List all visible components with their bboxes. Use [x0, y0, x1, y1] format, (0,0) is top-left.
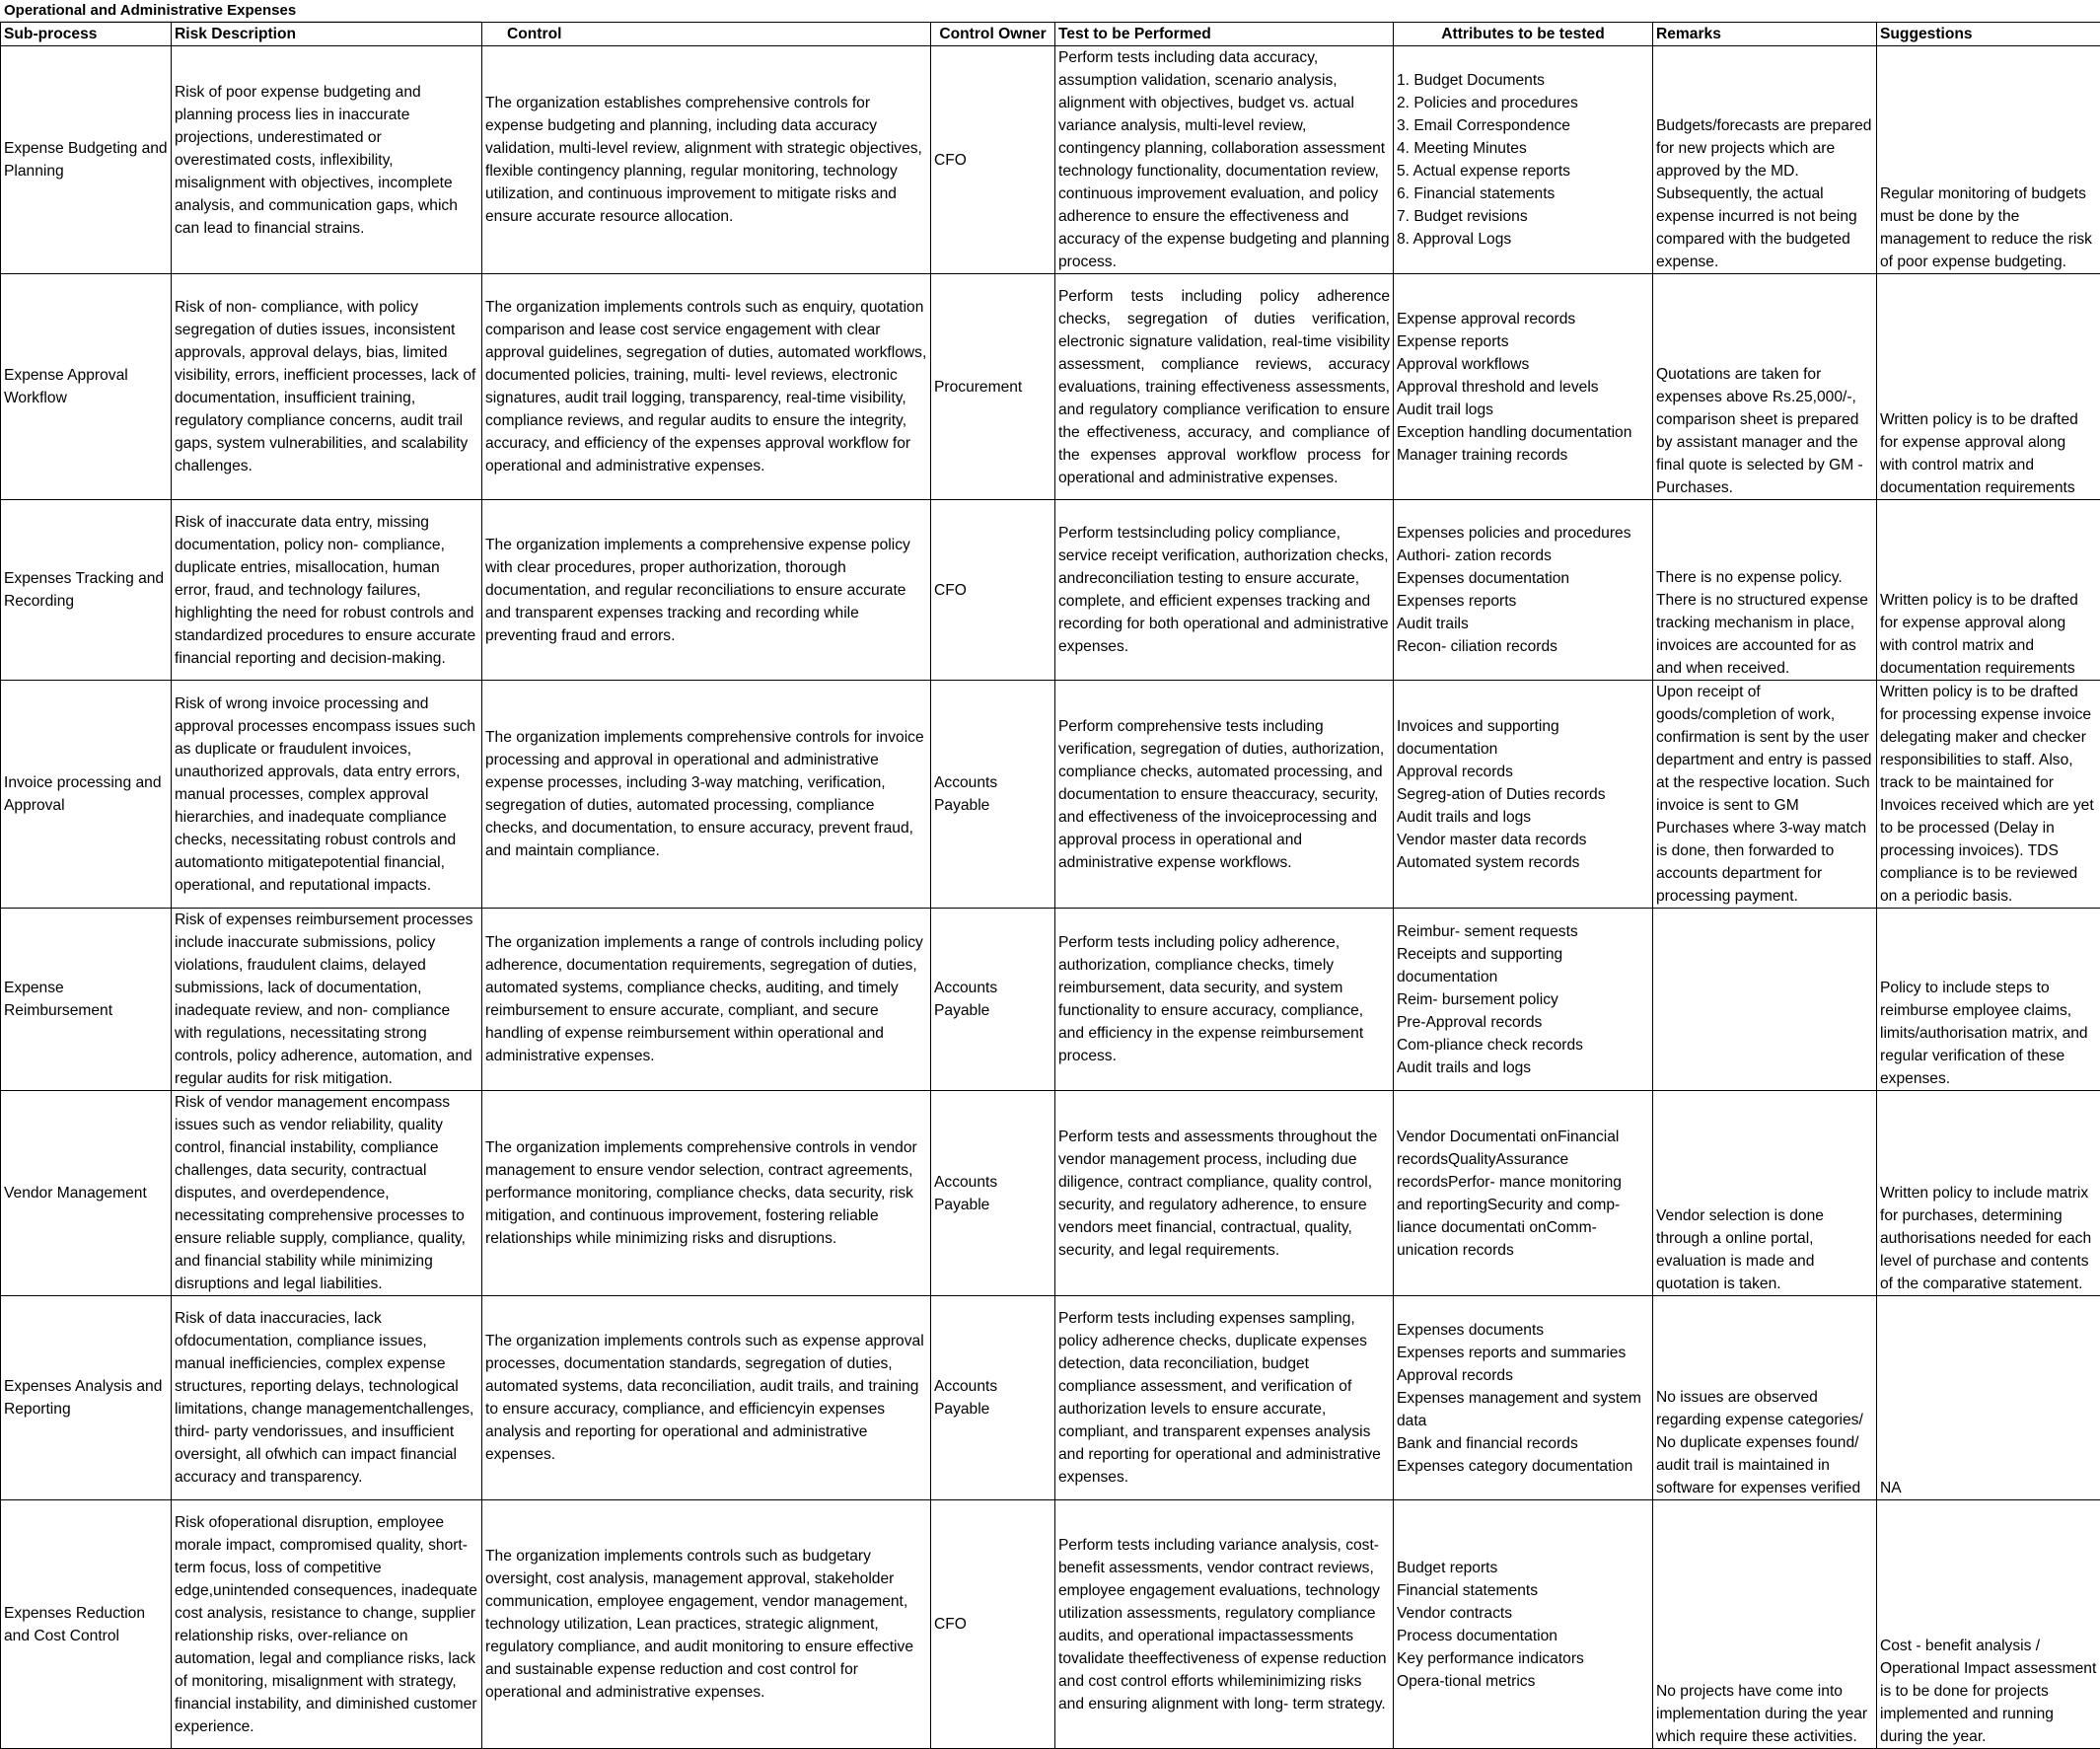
cell-remarks[interactable]: Upon receipt of goods/completion of work, confirmation is sent by the user department and entry is passed at the respective location. Such invoice is sent to GM Purchases where 3-way match is done, then forwarded to accounts department for processing payment. — [1653, 681, 1877, 909]
table-row — [1, 681, 2100, 909]
cell-test-to-perform[interactable]: Perform tests including policy adherence, authorization, compliance checks, timely reimbursement, data security, and system functionality to ensure accuracy, compliance, and efficiency in the expense reimbursement process. — [1055, 909, 1394, 1091]
cell-attributes[interactable] — [1394, 909, 1653, 1091]
cell-subprocess[interactable]: Expense Budgeting and Planning — [1, 46, 172, 274]
attribute-item: Expenses documents — [1397, 1319, 1649, 1342]
attribute-item: Audit trail logs — [1397, 399, 1649, 421]
cell-remarks[interactable]: No projects have come into implementation during the year which require these activities. — [1653, 1500, 1877, 1749]
attribute-item: Approval records — [1397, 761, 1649, 783]
attribute-item: 8. Approval Logs — [1397, 228, 1649, 251]
attribute-item: Reim- bursement policy — [1397, 988, 1649, 1011]
attribute-item: Expenses management and system data — [1397, 1387, 1649, 1432]
cell-remarks[interactable]: There is no expense policy. There is no structured expense tracking mechanism in place, invoices are accounted for as and when received. — [1653, 500, 1877, 681]
header-test[interactable]: Test to be Performed — [1055, 23, 1394, 46]
attribute-item: Recon- ciliation records — [1397, 635, 1649, 658]
cell-control-owner[interactable]: Accounts Payable — [931, 1296, 1055, 1500]
attribute-item: Process documentation — [1397, 1625, 1649, 1647]
attribute-item: Receipts and supporting documentation — [1397, 943, 1649, 988]
cell-attributes[interactable] — [1394, 681, 1653, 909]
cell-risk-description[interactable]: Risk of poor expense budgeting and planning process lies in inaccurate projections, underestimated or overestimated costs, inflexibility, misalignment with objectives, incomplete analysis, and communication gaps, which can lead to financial strains. — [172, 46, 482, 274]
table-row — [1, 909, 2100, 1091]
cell-remarks[interactable]: Vendor selection is done through a online portal, evaluation is made and quotation is taken. — [1653, 1091, 1877, 1296]
attribute-item: Exception handling documentation — [1397, 421, 1649, 444]
attribute-item: Bank and financial records — [1397, 1432, 1649, 1455]
cell-remarks[interactable]: No issues are observed regarding expense categories/ No duplicate expenses found/ audit trail is maintained in software for expenses verified — [1653, 1296, 1877, 1500]
cell-test-to-perform[interactable]: Perform tests including policy adherence checks, segregation of duties verification, electronic signature validation, real-time visibility assessment, compliance reviews, accuracy evaluations, training effectiveness assessments, and regulatory compliance verification to ensure the effectiveness, accuracy, and compliance of the expenses approval workflow process for operational and administrative expenses. — [1055, 274, 1394, 500]
attribute-item: 2. Policies and procedures — [1397, 92, 1649, 114]
cell-test-to-perform[interactable]: Perform tests and assessments throughout the vendor management process, including due diligence, contract compliance, quality control, security, and regulatory adherence, to ensure vendors meet financial, contractual, quality, security, and legal requirements. — [1055, 1091, 1394, 1296]
cell-risk-description[interactable]: Risk of non- compliance, with policy segregation of duties issues, inconsistent approvals, approval delays, bias, limited visibility, errors, inefficient processes, lack of documentation, insufficient training, regulatory compliance concerns, audit trail gaps, system vulnerabilities, and scalability challenges. — [172, 274, 482, 500]
attribute-item: Expenses category documentation — [1397, 1455, 1649, 1478]
attribute-item: 4. Meeting Minutes — [1397, 137, 1649, 160]
cell-control-owner[interactable]: Accounts Payable — [931, 1091, 1055, 1296]
attribute-item: 5. Actual expense reports — [1397, 160, 1649, 182]
cell-risk-description[interactable]: Risk of inaccurate data entry, missing documentation, policy non- compliance, duplicate entries, misallocation, human error, fraud, and technology failures, highlighting the need for robust controls and standardized procedures to ensure accurate financial reporting and decision-making. — [172, 500, 482, 681]
attribute-item: Approval records — [1397, 1364, 1649, 1387]
cell-risk-description[interactable]: Risk of wrong invoice processing and approval processes encompass issues such as duplicate or fraudulent invoices, unauthorized approvals, data entry errors, manual processes, complex approval hierarchies, and inadequate compliance checks, necessitating robust controls and automationto mitigatepotential financial, operational, and reputational impacts. — [172, 681, 482, 909]
cell-risk-description[interactable]: Risk of data inaccuracies, lack ofdocumentation, compliance issues, manual inefficiencies, complex expense structures, reporting delays, technological limitations, change managementchallenges, third- party vendorissues, and insufficient oversight, all ofwhich can impact financial accuracy and transparency. — [172, 1296, 482, 1500]
attribute-item: 3. Email Correspondence — [1397, 114, 1649, 137]
attribute-item: Key performance indicators — [1397, 1647, 1649, 1670]
sheet-title: Operational and Administrative Expenses — [0, 0, 481, 22]
cell-attributes[interactable] — [1394, 1091, 1653, 1296]
cell-control[interactable]: The organization implements a range of controls including policy adherence, documentation requirements, segregation of duties, automated systems, compliance checks, auditing, and timely reimbursement to ensure accurate, compliant, and secure handling of expense reimbursement within operational and administrative expenses. — [482, 909, 931, 1091]
attribute-item: Expenses documentation — [1397, 567, 1649, 590]
cell-subprocess[interactable]: Invoice processing and Approval — [1, 681, 172, 909]
cell-attributes[interactable] — [1394, 1296, 1653, 1500]
cell-suggestions[interactable]: Regular monitoring of budgets must be done by the management to reduce the risk of poor expense budgeting. — [1877, 46, 2100, 274]
table-row — [1, 274, 2100, 500]
cell-test-to-perform[interactable]: Perform comprehensive tests including verification, segregation of duties, authorization, compliance checks, automated processing, and documentation to ensure theaccuracy, security, and effectiveness of the invoiceprocessing and approval process in operational and administrative expense workflows. — [1055, 681, 1394, 909]
attribute-item: Reimbur- sement requests — [1397, 920, 1649, 943]
attribute-item: Financial statements — [1397, 1579, 1649, 1602]
attribute-item: Automated system records — [1397, 851, 1649, 874]
cell-subprocess[interactable]: Expenses Tracking and Recording — [1, 500, 172, 681]
attribute-item: 7. Budget revisions — [1397, 205, 1649, 228]
cell-control[interactable]: The organization implements controls such as budgetary oversight, cost analysis, management approval, stakeholder communication, employee engagement, vendor management, technology utilization, Lean practices, strategic alignment, regulatory compliance, and audit monitoring to ensure effective and sustainable expense reduction and cost control for operational and administrative expenses. — [482, 1500, 931, 1749]
cell-control-owner[interactable]: Accounts Payable — [931, 681, 1055, 909]
attribute-item: Vendor contracts — [1397, 1602, 1649, 1625]
attribute-item: Opera-tional metrics — [1397, 1670, 1649, 1693]
cell-remarks[interactable]: Quotations are taken for expenses above Rs.25,000/-, comparison sheet is prepared by assistant manager and the final quote is selected by GM - Purchases. — [1653, 274, 1877, 500]
cell-control-owner[interactable]: Accounts Payable — [931, 909, 1055, 1091]
cell-test-to-perform[interactable]: Perform testsincluding policy compliance, service receipt verification, authorization checks, andreconciliation testing to ensure accurate, complete, and efficient expenses tracking and recording for both operational and administrative expenses. — [1055, 500, 1394, 681]
header-remarks[interactable]: Remarks — [1653, 23, 1877, 46]
cell-control[interactable]: The organization implements controls such as enquiry, quotation comparison and lease cost service engagement with clear approval guidelines, segregation of duties, automated workflows, documented policies, training, multi- level reviews, electronic signatures, audit trail logging, transparency, real-time visibility, compliance reviews, and regular audits to ensure the integrity, accuracy, and efficiency of the expenses approval workflow for operational and administrative expenses. — [482, 274, 931, 500]
attribute-item: Expense approval records — [1397, 308, 1649, 330]
header-control-owner[interactable]: Control Owner — [931, 23, 1055, 46]
header-suggestions[interactable]: Suggestions — [1877, 23, 2100, 46]
table-row — [1, 46, 2100, 274]
table-row — [1, 1296, 2100, 1500]
cell-attributes[interactable] — [1394, 500, 1653, 681]
cell-control[interactable]: The organization implements a comprehensive expense policy with clear procedures, proper authorization, thorough documentation, and regular reconciliations to ensure accurate and transparent expenses tracking and recording while preventing fraud and errors. — [482, 500, 931, 681]
attribute-item: 6. Financial statements — [1397, 182, 1649, 205]
attribute-item: Approval workflows — [1397, 353, 1649, 376]
cell-control[interactable]: The organization implements controls such as expense approval processes, documentation standards, segregation of duties, automated systems, data reconciliation, audit trails, and training to ensure accuracy, compliance, and efficiencyin expenses analysis and reporting for operational and administrative expenses. — [482, 1296, 931, 1500]
cell-test-to-perform[interactable]: Perform tests including data accuracy, assumption validation, scenario analysis, alignment with objectives, budget vs. actual variance analysis, multi-level review, contingency planning, collaboration assessment technology functionality, documentation review, continuous improvement evaluation, and policy adherence to ensure the effectiveness and accuracy of the expense budgeting and planning process. — [1055, 46, 1394, 274]
table-row — [1, 500, 2100, 681]
cell-test-to-perform[interactable]: Perform tests including variance analysis, cost-benefit assessments, vendor contract reviews, employee engagement evaluations, technology utilization assessments, regulatory compliance audits, and operational impactassessments tovalidate theeffectiveness of expense reduction and cost control efforts whileminimizing risks and ensuring alignment with long- term strategy. — [1055, 1500, 1394, 1749]
cell-control-owner[interactable]: CFO — [931, 1500, 1055, 1749]
cell-risk-description[interactable]: Risk of expenses reimbursement processes include inaccurate submissions, policy violations, fraudulent claims, delayed submissions, lack of documentation, inadequate review, and non- compliance with regulations, necessitating strong controls, policy adherence, automation, and regular audits for risk mitigation. — [172, 909, 482, 1091]
cell-suggestions[interactable]: Written policy is to be drafted for expense approval along with control matrix and documentation requirements — [1877, 500, 2100, 681]
cell-attributes[interactable] — [1394, 274, 1653, 500]
attribute-item: Expenses reports — [1397, 590, 1649, 613]
cell-control[interactable]: The organization implements comprehensive controls in vendor management to ensure vendor selection, contract agreements, performance monitoring, compliance checks, data security, risk mitigation, and continuous improvement, fostering reliable relationships while minimizing risks and disruptions. — [482, 1091, 931, 1296]
attribute-item: Authori- zation records — [1397, 545, 1649, 567]
attribute-item: Expenses policies and procedures — [1397, 522, 1649, 545]
attribute-item: Manager training records — [1397, 444, 1649, 467]
attribute-item: Audit trails and logs — [1397, 806, 1649, 829]
attribute-item: Expense reports — [1397, 330, 1649, 353]
cell-subprocess[interactable]: Expense Approval Workflow — [1, 274, 172, 500]
table-row — [1, 1500, 2100, 1749]
attribute-item: Audit trails — [1397, 613, 1649, 635]
attribute-item: Segreg-ation of Duties records — [1397, 783, 1649, 806]
cell-suggestions[interactable]: NA — [1877, 1296, 2100, 1500]
attribute-item: 1. Budget Documents — [1397, 69, 1649, 92]
table-row — [1, 1091, 2100, 1296]
cell-risk-description[interactable]: Risk of vendor management encompass issues such as vendor reliability, quality control, financial instability, compliance challenges, data security, contractual disputes, and overdependence, necessitating comprehensive processes to ensure reliable supply, compliance, quality, and financial stability while minimizing disruptions and legal liabilities. — [172, 1091, 482, 1296]
cell-risk-description[interactable]: Risk ofoperational disruption, employee morale impact, compromised quality, short-term focus, loss of competitive edge,unintended consequences, inadequate cost analysis, resistance to change, supplier relationship risks, over-reliance on automation, legal and compliance risks, lack of monitoring, misalignment with strategy, financial instability, and diminished customer experience. — [172, 1500, 482, 1749]
cell-control-owner[interactable]: CFO — [931, 500, 1055, 681]
risk-control-table — [0, 22, 2100, 1749]
attribute-item: Expenses reports and summaries — [1397, 1342, 1649, 1364]
header-subprocess[interactable]: Sub-process — [1, 23, 172, 46]
attribute-item: Audit trails and logs — [1397, 1057, 1649, 1079]
attribute-item: Invoices and supporting documentation — [1397, 715, 1649, 761]
cell-subprocess[interactable]: Expenses Reduction and Cost Control — [1, 1500, 172, 1749]
cell-control[interactable]: The organization implements comprehensive controls for invoice processing and approval in operational and administrative expense processes, including 3-way matching, verification, segregation of duties, automated processing, compliance checks, and documentation, to ensure accuracy, prevent fraud, and maintain compliance. — [482, 681, 931, 909]
cell-subprocess[interactable]: Vendor Management — [1, 1091, 172, 1296]
header-control[interactable]: Control — [482, 23, 931, 46]
cell-control[interactable]: The organization establishes comprehensive controls for expense budgeting and planning, including data accuracy validation, multi-level review, alignment with strategic objectives, flexible contingency planning, regular monitoring, technology utilization, and continuous improvement to mitigate risks and ensure accurate resource allocation. — [482, 46, 931, 274]
header-risk-description[interactable]: Risk Description — [172, 23, 482, 46]
attribute-item: Budget reports — [1397, 1557, 1649, 1579]
cell-suggestions[interactable]: Written policy is to be drafted for processing expense invoice delegating maker and checker responsibilities to staff. Also, track to be maintained for Invoices received which are yet to be processed (Delay in processing invoices). TDS compliance is to be reviewed on a periodic basis. — [1877, 681, 2100, 909]
cell-control-owner[interactable]: Procurement — [931, 274, 1055, 500]
attribute-item: Vendor master data records — [1397, 829, 1649, 851]
attribute-item: Approval threshold and levels — [1397, 376, 1649, 399]
cell-remarks[interactable]: Budgets/forecasts are prepared for new projects which are approved by the MD. Subsequently, the actual expense incurred is not being compared with the budgeted expense. — [1653, 46, 1877, 274]
cell-attributes[interactable] — [1394, 1500, 1653, 1749]
cell-suggestions[interactable]: Written policy is to be drafted for expense approval along with control matrix and documentation requirements — [1877, 274, 2100, 500]
header-attributes[interactable]: Attributes to be tested — [1394, 23, 1653, 46]
cell-attributes[interactable] — [1394, 46, 1653, 274]
cell-remarks[interactable] — [1653, 909, 1877, 1091]
attribute-item: Com-pliance check records — [1397, 1034, 1649, 1057]
cell-test-to-perform[interactable]: Perform tests including expenses sampling, policy adherence checks, duplicate expenses detection, data reconciliation, budget compliance assessment, and verification of authorization levels to ensure accurate, compliant, and transparent expenses analysis and reporting for operational and administrative expenses. — [1055, 1296, 1394, 1500]
cell-control-owner[interactable]: CFO — [931, 46, 1055, 274]
cell-subprocess[interactable]: Expenses Analysis and Reporting — [1, 1296, 172, 1500]
attribute-item: Pre-Approval records — [1397, 1011, 1649, 1034]
cell-suggestions[interactable]: Cost - benefit analysis / Operational Impact assessment is to be done for projects implemented and running during the year. — [1877, 1500, 2100, 1749]
cell-suggestions[interactable]: Policy to include steps to reimburse employee claims, limits/authorisation matrix, and regular verification of these expenses. — [1877, 909, 2100, 1091]
table-body — [1, 46, 2100, 1749]
attribute-item: Vendor Documentati onFinancial recordsQualityAssurance recordsPerfor- mance monitoring and reportingSecurity and comp- liance documentati onComm- unication records — [1397, 1126, 1649, 1262]
cell-subprocess[interactable]: Expense Reimbursement — [1, 909, 172, 1091]
cell-suggestions[interactable]: Written policy to include matrix for purchases, determining authorisations needed for each level of purchase and contents of the comparative statement. — [1877, 1091, 2100, 1296]
header-row — [1, 23, 2100, 46]
